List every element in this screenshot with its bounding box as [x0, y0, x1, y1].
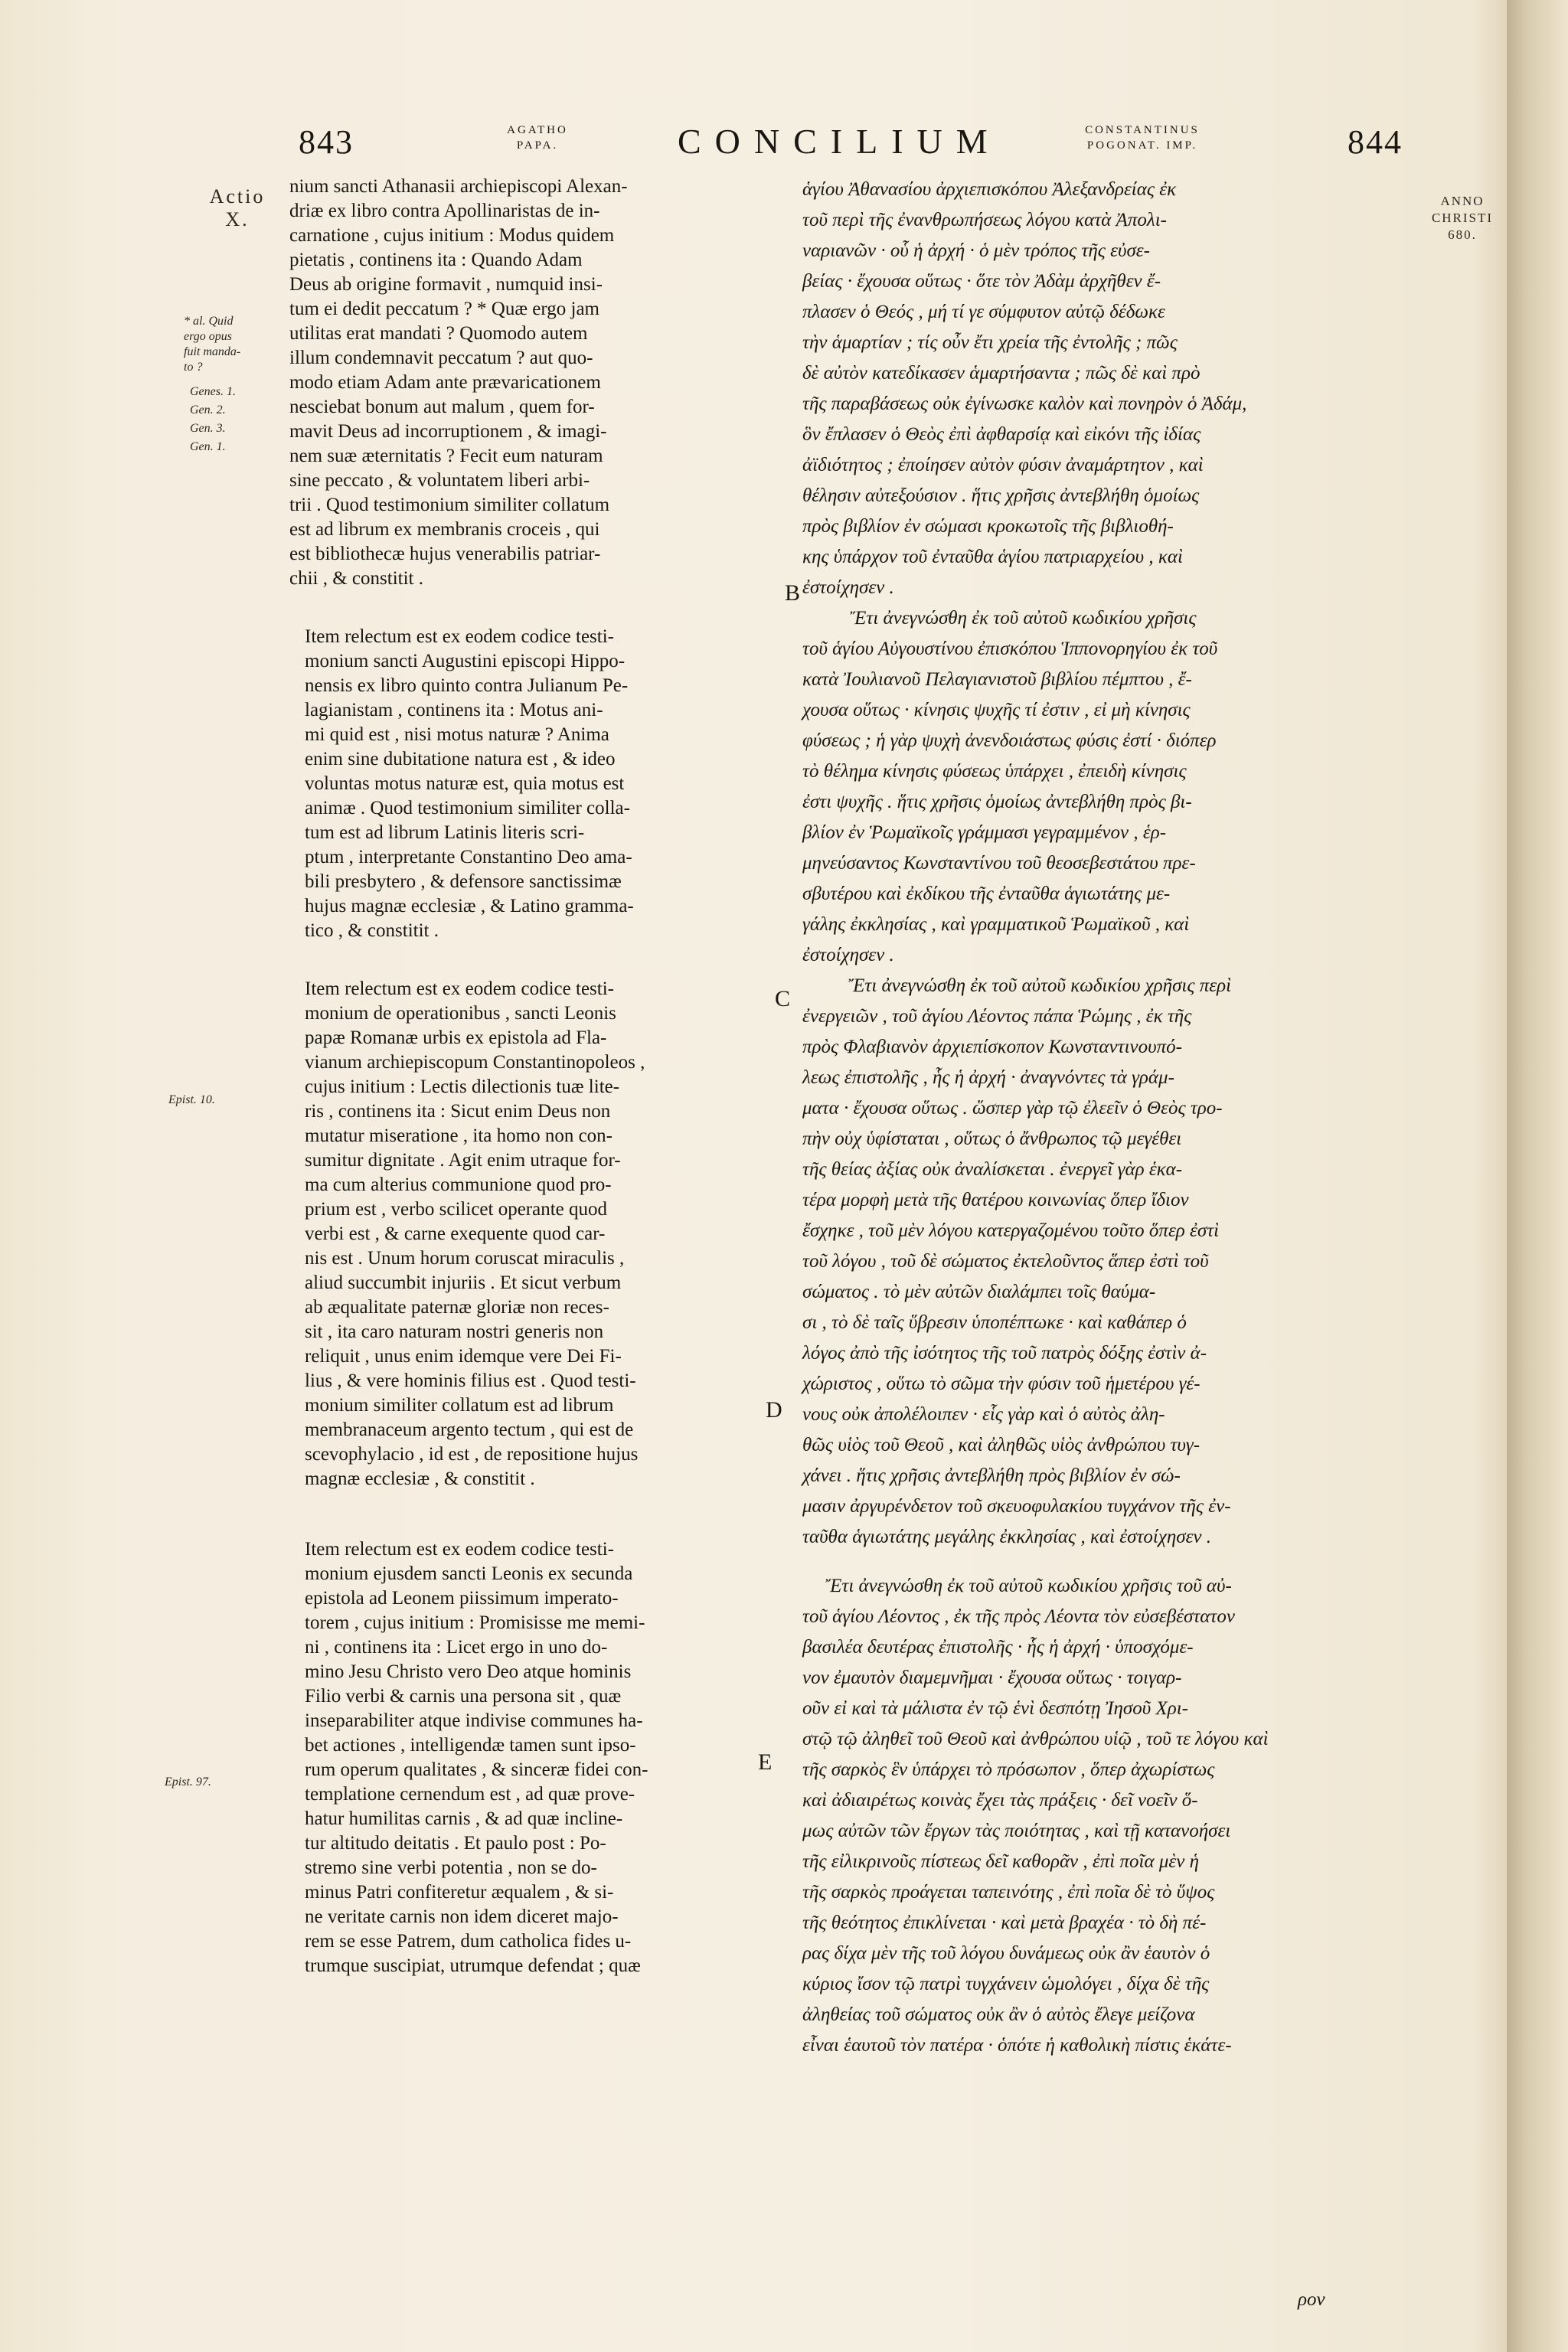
left-folio-number: 843: [299, 123, 354, 161]
latin-line: scevophylacio , id est , de repositione hujus: [305, 1444, 639, 1465]
greek-line: δὲ αὐτὸν κατεδίκασεν ἁμαρτήσαντα ; πῶς δὲ καὶ πρὸ: [802, 363, 1200, 384]
greek-line: τὸ θέλημα κίνησις φύσεως ὑπάρχει , ἐπειδὴ κίνησις: [802, 761, 1187, 782]
latin-line: lius , & vere hominis filius est . Quod testi-: [305, 1370, 636, 1391]
greek-line: τοῦ ἁγίου Λέοντος , ἐκ τῆς πρὸς Λέοντα τὸν εὐσεβέστατον: [802, 1606, 1235, 1627]
greek-line: οῦν εἰ καὶ τὰ μάλιστα ἐν τῷ ἑνὶ δεσπότῃ Ἰησοῦ Χρι-: [802, 1698, 1188, 1719]
latin-line: Item relectum est ex eodem codice testi-: [305, 1539, 614, 1560]
running-head-right-line-2: POGONAT. IMP.: [1086, 139, 1198, 152]
greek-line: τοῦ λόγου , τοῦ δὲ σώματος ἐκτελοῦντος ἅπερ ἐστὶ τοῦ: [802, 1251, 1209, 1272]
latin-line: sumitur dignitate . Agit enim utraque for-: [305, 1150, 621, 1171]
running-head-left-line-2: PAPA.: [516, 139, 559, 152]
running-head-title: CONCILIUM: [678, 122, 1001, 161]
facing-page-edge: [1507, 0, 1568, 2352]
latin-line: mutatur miseratione , ita homo non con-: [305, 1125, 612, 1146]
latin-line: utilitas erat mandati ? Quomodo autem: [289, 323, 588, 344]
greek-paragraph-2: [802, 603, 1485, 634]
greek-line: σβυτέρου καὶ ἐκδίκου τῆς ἐνταῦθα ἁγιωτάτης με-: [802, 884, 1171, 904]
greek-line: φύσεως ; ἡ γὰρ ψυχὴ ἀνενδοιάστως φύσις ἐστί · διόπερ: [802, 730, 1217, 751]
latin-line: mi quid est , nisi motus naturæ ? Anima: [305, 724, 609, 745]
greek-line: καὶ ἀδιαιρέτως κοινὰς ἔχει τὰς πράξεις · δεῖ νοεῖν ὅ-: [802, 1790, 1198, 1811]
margin-variant-note-line: * al. Quid: [184, 315, 234, 328]
greek-line: ἐστι ψυχῆς . ἥτις χρῆσις ὁμοίως ἀντεβλήθη πρὸς βι-: [802, 792, 1192, 812]
latin-line: vianum archiepiscopum Constantinopoleos ,: [305, 1052, 645, 1073]
greek-line: Ἔτι ἀνεγνώσθη ἐκ τοῦ αὐτοῦ κωδικίου χρῆσις τοῦ αὐ-: [825, 1576, 1232, 1596]
greek-line: τοῦ περὶ τῆς ἐνανθρωπήσεως λόγου κατὰ Ἀπολι-: [802, 210, 1167, 230]
latin-line: ab æqualitate paternæ gloriæ non reces-: [305, 1297, 609, 1318]
latin-line: epistola ad Leonem piissimum imperato-: [305, 1588, 619, 1609]
latin-paragraph-1: [289, 175, 776, 591]
latin-line: illum condemnavit peccatum ? aut quo-: [289, 348, 593, 368]
section-letter-d: D: [766, 1397, 782, 1423]
latin-line: nis est . Unum horum coruscat miraculis ,: [305, 1248, 625, 1269]
latin-line: pietatis , continens ita : Quando Adam: [289, 250, 583, 270]
greek-line: ἐνεργειῶν , τοῦ ἁγίου Λέοντος πάπα Ῥώμης , ἐκ τῆς: [802, 1006, 1192, 1027]
latin-line: mavit Deus ad incorruptionem , & imagi-: [289, 421, 607, 442]
greek-line: εἶναι ἑαυτοῦ τὸν πατέρα · ὁπότε ἡ καθολικὴ πίστις ἑκάτε-: [802, 2035, 1232, 2056]
latin-line: nium sancti Athanasii archiepiscopi Alexan-: [289, 176, 628, 197]
greek-line: βλίον ἐν Ῥωμαϊκοῖς γράμμασι γεγραμμένον , ἑρ-: [802, 822, 1167, 843]
right-folio-number: 844: [1348, 123, 1403, 161]
greek-line: κατὰ Ἰουλιανοῦ Πελαγιανιστοῦ βιβλίου πέμπτου , ἔ-: [802, 669, 1192, 690]
section-letter-b: B: [785, 580, 801, 606]
running-head-right: [1050, 122, 1234, 153]
latin-line: minus Patri confiteretur æqualem , & si-: [305, 1882, 614, 1903]
greek-line: θέλησιν αὐτεξούσιον . ἥτις χρῆσις ἀντεβλήθη ὁμοίως: [802, 485, 1200, 506]
latin-line: tur altitudo deitatis . Et paulo post : Po-: [305, 1833, 606, 1854]
latin-line: monium de operationibus , sancti Leonis: [305, 1003, 616, 1024]
latin-line: tico , & constitit .: [305, 920, 439, 941]
greek-paragraph-2-body: [802, 634, 1485, 971]
latin-line: membranaceum argento tectum , qui est de: [305, 1419, 634, 1440]
latin-line: ne veritate carnis non idem diceret majo-: [305, 1906, 619, 1927]
latin-line: Deus ab origine formavit , numquid insi-: [289, 274, 603, 295]
latin-paragraph-2: [289, 625, 776, 943]
latin-line: animæ . Quod testimonium similiter colla-: [305, 798, 630, 818]
greek-line: ἐστοίχησεν .: [802, 577, 894, 598]
greek-line: τῆς σαρκὸς ἓν ὑπάρχει τὸ πρόσωπον , ὅπερ ἀχωρίστως: [802, 1759, 1215, 1780]
margin-genesis-ref: Gen. 2.: [190, 403, 226, 416]
running-head-left: [469, 122, 606, 153]
latin-line: Item relectum est ex eodem codice testi-: [305, 978, 614, 999]
latin-line: tum ei dedit peccatum ? * Quæ ergo jam: [289, 299, 599, 319]
greek-line: μηνεύσαντος Κωνσταντίνου τοῦ θεοσεβεστάτου πρε-: [802, 853, 1196, 874]
latin-line: modo etiam Adam ante prævaricationem: [289, 372, 601, 393]
latin-line: trii . Quod testimonium similiter collatum: [289, 495, 610, 515]
latin-line: reliquit , unus enim idemque vere Dei Fi-: [305, 1346, 622, 1367]
greek-line: ναριανῶν · οὗ ἡ ἀρχή · ὁ μὲν τρόπος τῆς εὐσε-: [802, 240, 1150, 261]
greek-line: σι , τὸ δὲ ταῖς ὕβρεσιν ὑποπέπτωκε · καὶ καθάπερ ὁ: [802, 1312, 1187, 1333]
latin-line: tum est ad librum Latinis literis scri-: [305, 822, 585, 843]
greek-line: μασιν ἀργυρένδετον τοῦ σκευοφυλακίου τυγχάνον τῆς ἐν-: [802, 1496, 1231, 1517]
greek-paragraph-3: [802, 971, 1485, 1553]
greek-line: ἀληθείας τοῦ σώματος οὐκ ἂν ὁ αὐτὸς ἔλεγε μείζονα: [802, 2004, 1195, 2025]
greek-line: Ἔτι ἀνεγνώσθη ἐκ τοῦ αὐτοῦ κωδικίου χρῆσις περὶ: [848, 975, 1232, 996]
greek-line: τοῦ ἁγίου Αὐγουστίνου ἐπισκόπου Ἱππονορηγίου ἐκ τοῦ: [802, 639, 1218, 659]
margin-genesis-ref: Gen. 3.: [190, 422, 226, 435]
greek-line: ἁγίου Ἀθανασίου ἀρχιεπισκόπου Ἀλεξανδρείας ἐκ: [802, 179, 1177, 200]
greek-line: νους οὐκ ἀπολέλοιπεν · εἷς γὰρ καὶ ὁ αὐτὸς ἀλη-: [802, 1404, 1165, 1425]
latin-paragraph-4: [289, 1537, 776, 1978]
latin-line: bili presbytero , & defensore sanctissimæ: [305, 871, 622, 892]
latin-line: sit , ita caro naturam nostri generis non: [305, 1321, 604, 1342]
latin-line: magnæ ecclesiæ , & constitit .: [305, 1468, 535, 1489]
latin-line: ni , continens ita : Licet ergo in uno do-: [305, 1637, 608, 1658]
latin-line: ma cum alterius communione quod pro-: [305, 1174, 612, 1195]
running-head-right-line-1: CONSTANTINUS: [1085, 124, 1200, 136]
latin-line: rum operum qualitates , & sinceræ fidei con-: [305, 1759, 648, 1780]
latin-line: mino Jesu Christo vero Deo atque hominis: [305, 1661, 632, 1682]
greek-line: πὴν οὐχ ὑφίσταται , οὕτως ὁ ἄνθρωπος τῷ μεγέθει: [802, 1129, 1182, 1149]
greek-line: λεως ἐπιστολῆς , ἧς ἡ ἀρχή · ἀναγνόντες τὰ γράμ-: [802, 1067, 1174, 1088]
margin-anno-line: 680.: [1448, 227, 1477, 242]
section-letter-e: E: [758, 1749, 773, 1775]
greek-line: χώριστος , οὕτω τὸ σῶμα τὴν φύσιν τοῦ ἡμετέρου γέ-: [802, 1374, 1200, 1394]
latin-line: inseparabiliter atque indivise communes ha-: [305, 1710, 643, 1731]
margin-variant-note-line: fuit manda-: [184, 345, 241, 358]
latin-line: chii , & constitit .: [289, 568, 423, 589]
latin-line: monium sancti Augustini episcopi Hippo-: [305, 651, 626, 671]
latin-line: verbi est , & carne exequente quod car-: [305, 1223, 606, 1244]
latin-line: driæ ex libro contra Apollinaristas de in-: [289, 201, 600, 221]
latin-line: templatione cernendum est , ad quæ prove-: [305, 1784, 635, 1805]
greek-line: μως αὐτῶν τῶν ἔργων τὰς ποιότητας , καὶ τῇ κατανοήσει: [802, 1821, 1231, 1841]
greek-line: γάλης ἐκκλησίας , καὶ γραμματικοῦ Ῥωμαϊκοῦ , καὶ: [802, 914, 1190, 935]
greek-line: πρὸς Φλαβιανὸν ἀρχιεπίσκοπον Κωνσταντινουπό-: [802, 1037, 1182, 1057]
greek-line: σώματος . τὸ μὲν αὐτῶν διαλάμπει τοῖς θαύμα-: [802, 1282, 1156, 1302]
greek-paragraph-4: [802, 1571, 1485, 2061]
greek-line: κης ὑπάρχον τοῦ ἐνταῦθα ἁγίου πατριαρχείου , καὶ: [802, 547, 1183, 567]
latin-line: ptum , interpretante Constantino Deo ama-: [305, 847, 632, 867]
margin-variant-note-line: to ?: [184, 361, 203, 374]
latin-line: bet actiones , intelligendæ tamen sunt ipso-: [305, 1735, 636, 1756]
margin-epist-97: Epist. 97.: [165, 1775, 211, 1788]
margin-actio-line-2: X.: [225, 208, 250, 230]
greek-line: νον ἐμαυτὸν διαμεμνῆμαι · ἔχουσα οὕτως · τοιγαρ-: [802, 1668, 1182, 1688]
greek-line: χουσα οὕτως · κίνησις ψυχῆς τί ἐστιν , εἰ μὴ κίνησις: [802, 700, 1191, 720]
latin-line: rem se esse Patrem, dum catholica fides u-: [305, 1931, 632, 1952]
latin-paragraph-3: [289, 977, 776, 1491]
margin-genesis-ref: Gen. 1.: [190, 440, 226, 453]
latin-line: nem suæ æternitatis ? Fecit eum naturam: [289, 446, 603, 466]
margin-genesis-refs: [190, 383, 282, 456]
latin-line: est ad librum ex membranis croceis , qui: [289, 519, 600, 540]
greek-line: ἀϊδιότητος ; ἐποίησεν αὐτὸν φύσιν ἀναμάρτητον , καὶ: [802, 455, 1204, 475]
latin-line: Item relectum est ex eodem codice testi-: [305, 626, 614, 647]
greek-line: ταῦθα ἁγιωτάτης μεγάλης ἐκκλησίας , καὶ ἐστοίχησεν .: [802, 1527, 1212, 1547]
latin-line: trumque suscipiat, utrumque defendat ; quæ: [305, 1955, 641, 1976]
greek-line: ρας δίχα μὲν τῆς τοῦ λόγου δυνάμεως οὐκ ἂν ἑαυτὸν ὁ: [802, 1943, 1210, 1964]
greek-line: Ἔτι ἀνεγνώσθη ἐκ τοῦ αὐτοῦ κωδικίου χρῆσις: [850, 608, 1197, 629]
latin-line: est bibliothecæ hujus venerabilis patriar-: [289, 544, 601, 564]
latin-line: hatur humilitas carnis , & ad quæ incline-: [305, 1808, 623, 1829]
latin-line: monium similiter collatum est ad librum: [305, 1395, 614, 1416]
margin-variant-note: [184, 314, 291, 375]
latin-line: lagianistam , continens ita : Motus ani-: [305, 700, 603, 720]
latin-line: nensis ex libro quinto contra Julianum Pe-: [305, 675, 629, 696]
running-head-left-line-1: AGATHO: [507, 124, 568, 136]
latin-line: nesciebat bonum aut malum , quem for-: [289, 397, 595, 417]
greek-line: τῆς παραβάσεως οὐκ ἐγίνωσκε καλὸν καὶ πονηρὸν ὁ Ἀδάμ,: [802, 394, 1247, 414]
margin-anno-line: ANNO: [1440, 194, 1485, 208]
greek-line: λόγος ἀπὸ τῆς ἰσότητος τῆς τοῦ πατρὸς δόξης ἐστὶν ἀ-: [802, 1343, 1207, 1364]
latin-line: enim sine dubitatione natura est , & ideo: [305, 749, 616, 769]
greek-line: στῷ τῷ ἀληθεῖ τοῦ Θεοῦ καὶ ἀνθρώπου υἱῷ , τοῦ τε λόγου καὶ: [802, 1729, 1269, 1749]
latin-line: torem , cujus initium : Promisisse me memi-: [305, 1612, 645, 1633]
greek-line: τὴν ἁμαρτίαν ; τίς οὖν ἔτι χρεία τῆς ἐντολῆς ; πῶς: [802, 332, 1178, 353]
greek-line: ἔσχηκε , τοῦ μὲν λόγου κατεργαζομένου τοῦτο ὅπερ ἐστὶ: [802, 1220, 1220, 1241]
greek-line: κύριος ἴσον τῷ πατρὶ τυγχάνειν ὡμολόγει , δίχα δὲ τῆς: [802, 1974, 1210, 1994]
greek-paragraph-1: [802, 175, 1485, 603]
greek-line: ἐστοίχησεν .: [802, 945, 894, 965]
latin-line: voluntas motus naturæ est, quia motus est: [305, 773, 625, 794]
margin-variant-note-line: ergo opus: [184, 330, 232, 343]
margin-genesis-ref: Genes. 1.: [190, 385, 236, 398]
latin-line: prium est , verbo scilicet operante quod: [305, 1199, 608, 1220]
greek-line: τῆς θείας ἀξίας οὐκ ἀναλίσκεται . ἐνεργεῖ γὰρ ἑκα-: [802, 1159, 1183, 1180]
latin-line: hujus magnæ ecclesiæ , & Latino gramma-: [305, 896, 634, 916]
greek-line: ματα · ἔχουσα οὕτως . ὥσπερ γὰρ τῷ ἐλεεῖν ὁ Θεὸς τρο-: [802, 1098, 1223, 1119]
margin-anno-line: CHRISTI: [1431, 211, 1494, 225]
greek-line: τῆς σαρκὸς προάγεται ταπεινότης , ἐπὶ ποῖα δὲ τὸ ὕψος: [802, 1882, 1215, 1903]
section-letter-c: C: [775, 986, 791, 1011]
greek-line: βασιλέα δευτέρας ἐπιστολῆς · ἧς ἡ ἀρχή · ὑποσχόμε-: [802, 1637, 1194, 1658]
greek-line: βείας · ἔχουσα οὕτως · ὅτε τὸν Ἀδὰμ ἀρχῆθεν ἔ-: [802, 271, 1161, 292]
latin-line: stremo sine verbi potentia , non se do-: [305, 1857, 597, 1878]
margin-actio: [188, 185, 287, 231]
latin-line: aliud succumbit injuriis . Et sicut verbum: [305, 1272, 622, 1293]
greek-line: ὃν ἔπλασεν ὁ Θεὸς ἐπὶ ἀφθαρσίᾳ καὶ εἰκόνι τῆς ἰδίας: [802, 424, 1201, 445]
latin-line: ris , continens ita : Sicut enim Deus non: [305, 1101, 611, 1122]
greek-line: πλασεν ὁ Θεός , μή τί γε σύμφυτον αὐτῷ δέδωκε: [802, 302, 1165, 322]
latin-line: Filio verbi & carnis una persona sit , quæ: [305, 1686, 622, 1707]
greek-line: τῆς θεότητος ἐπικλίνεται · καὶ μετὰ βραχέα · τὸ δὴ πέ-: [802, 1913, 1207, 1933]
margin-actio-line-1: Actio: [209, 185, 266, 207]
latin-line: sine peccato , & voluntatem liberi arbi-: [289, 470, 590, 491]
greek-line: χάνει . ἥτις χρῆσις ἀντεβλήθη πρὸς βιβλίον ἐν σώ-: [802, 1465, 1181, 1486]
latin-line: carnatione , cujus initium : Modus quidem: [289, 225, 615, 246]
latin-line: cujus initium : Lectis dilectionis tuæ lite-: [305, 1076, 620, 1097]
greek-line: πρὸς βιβλίον ἐν σώμασι κροκωτοῖς τῆς βιβλιοθή-: [802, 516, 1174, 537]
greek-line: θῶς υἱὸς τοῦ Θεοῦ , καὶ ἀληθῶς υἱὸς ἀνθρώπου τυγ-: [802, 1435, 1200, 1455]
latin-column: [289, 175, 776, 1978]
greek-line: τῆς εἰλικρινοῦς πίστεως δεῖ καθορᾶν , ἐπὶ ποῖα μὲν ἡ: [802, 1851, 1199, 1872]
greek-line: τέρα μορφὴ μετὰ τῆς θατέρου κοινωνίας ὅπερ ἴδιον: [802, 1190, 1189, 1210]
catchword: ρον: [1298, 2289, 1325, 2310]
margin-epist-10: Epist. 10.: [168, 1093, 215, 1106]
latin-line: monium ejusdem sancti Leonis ex secunda: [305, 1563, 633, 1584]
greek-column: [802, 175, 1485, 2061]
latin-line: papæ Romanæ urbis ex epistola ad Fla-: [305, 1027, 607, 1048]
